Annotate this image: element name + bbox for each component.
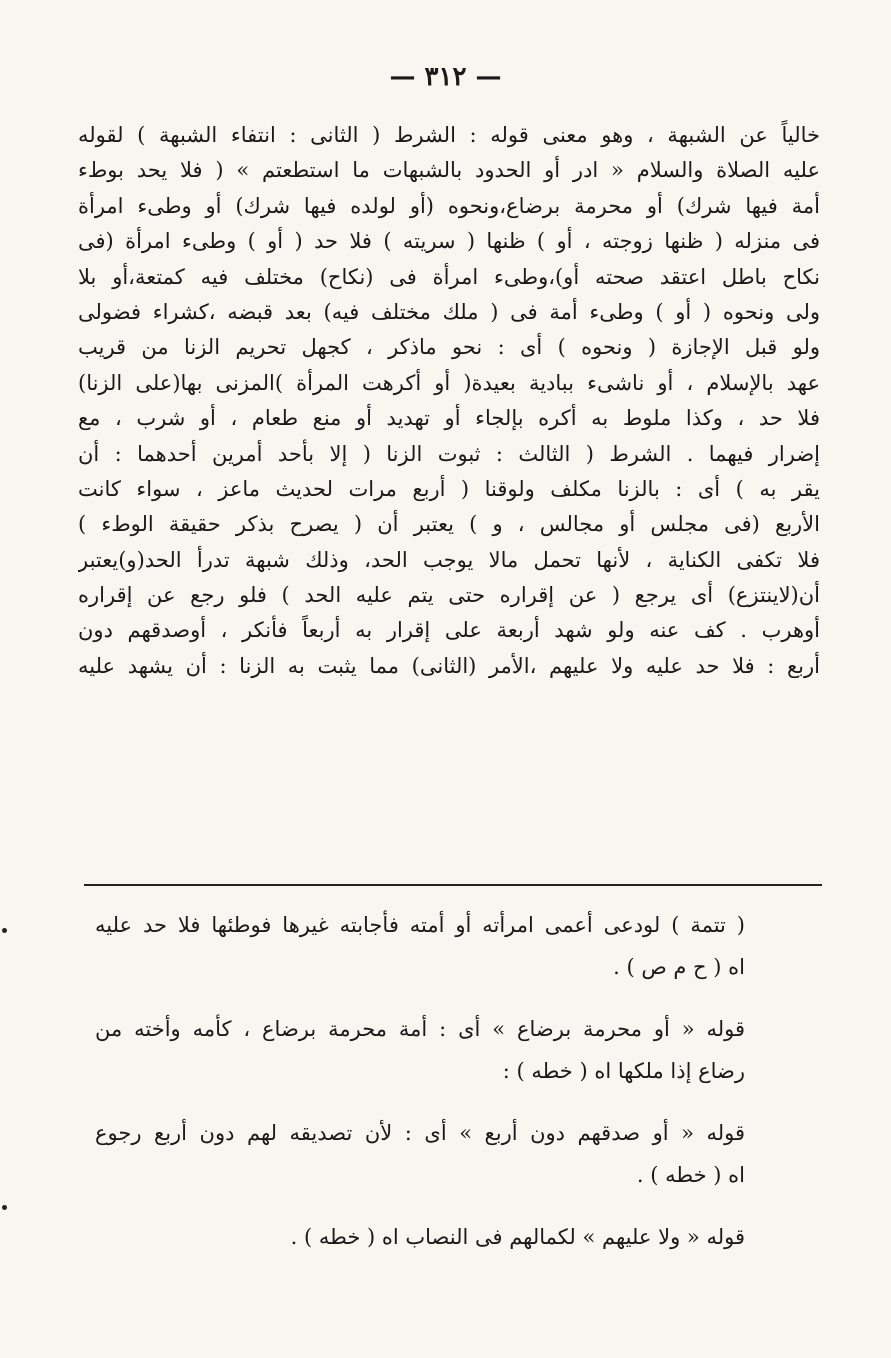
main-text-line: أربع : فلا حد عليه ولا عليهم ،الأمر (الثانى) مما يثبت به الزنا : أن يشهد عليه (78, 653, 820, 678)
main-text-line: ولى ونحوه ( أو ) وطىء أمة فى ( ملك مختلف فيه) بعد قبضه ،كشراء فضولى (78, 299, 820, 324)
footnote-muharrama (95, 1008, 745, 1092)
page-number: — ٣١٢ — (389, 62, 502, 92)
margin-speck (2, 928, 7, 933)
main-text-line: أن(لاينتزع) أى يرجع ( عن إقراره حتى يتم عليه الحد ) فلو رجع عن إقراره (78, 583, 820, 608)
main-text-line: أمة فيها شرك) أو محرمة برضاع،ونحوه (أو لولده فيها شرك) أو وطىء امرأة (78, 193, 820, 218)
footnote-wala-alayhim (95, 1216, 745, 1258)
footnote-line: قوله « أو صدقهم دون أربع » أى : لأن تصديقه لهم دون أربع رجوع (95, 1121, 745, 1145)
footnote-line: قوله « ولا عليهم » لكمالهم فى النصاب اه ( خطه ) . (290, 1225, 745, 1249)
main-text-line: عهد بالإسلام ، أو ناشىء ببادية بعيدة( أو أكرهت المرأة )المزنى بها(على الزنا) (78, 370, 820, 395)
footnote-saddaqahum (95, 1112, 745, 1196)
main-text-line: الأربع (فى مجلس أو مجالس ، و ) يعتبر أن ( يصرح بذكر حقيقة الوطء ) (78, 512, 820, 537)
main-text-line: فلا حد ، وكذا ملوط به أكره بإلجاء أو تهديد أو منع طعام ، أو شرب ، مع (78, 406, 820, 431)
main-text-line: أوهرب . كف عنه ولو شهد أربعة على إقرار به أربعاً فأنكر ، أوصدقهم دون (78, 618, 820, 643)
footnotes-block (95, 904, 745, 1258)
margin-speck (2, 1205, 7, 1210)
main-text-line: فى منزله ( ظنها زوجته ، أو ) ظنها ( سريته ) فلا حد ( أو ) وطىء امرأة (فى (78, 229, 820, 254)
footnote-divider (84, 884, 822, 886)
main-text-line: فلا تكفى الكناية ، لأنها تحمل مالا يوجب الحد، وذلك شبهة تدرأ الحد(و)يعتبر (78, 547, 820, 572)
main-text-line: يقر به ) أى : بالزنا مكلف ولوقنا ( أربع مرات لحديث ماعز ، سواء كانت (78, 476, 820, 501)
main-text-line: نكاح باطل اعتقد صحته أو)،وطىء امرأة فى (نكاح) مختلف فيه كمتعة،أو بلا (78, 264, 820, 289)
footnote-line: اه ( ح م ص ) . (613, 955, 745, 979)
main-text-line: خالياً عن الشبهة ، وهو معنى قوله : الشرط ( الثانى : انتفاء الشبهة ) لقوله (78, 123, 820, 147)
footnote-line: رضاع إذا ملكها اه ( خطه ) : (502, 1059, 745, 1083)
main-text-block (78, 118, 820, 684)
footnote-line: ( تتمة ) لودعى أعمى امرأته أو أمته فأجابته غيرها فوطئها فلا حد عليه (95, 913, 745, 937)
footnote-line: قوله « أو محرمة برضاع » أى : أمة محرمة برضاع ، كأمه وأخته من (95, 1017, 745, 1041)
footnote-tatimma (95, 904, 745, 988)
footnote-line: اه ( خطه ) . (636, 1163, 745, 1187)
main-text-line: عليه الصلاة والسلام « ادر أو الحدود بالشبهات ما استطعتم » ( فلا يحد بوطء (78, 158, 820, 183)
main-text-line: إضرار فيهما . الشرط ( الثالث : ثبوت الزنا ( إلا بأحد أمرين أحدهما : أن (78, 441, 820, 466)
main-text-line: ولو قبل الإجازة ( ونحوه ) أى : نحو ماذكر ، كجهل تحريم الزنا من قريب (78, 335, 820, 360)
